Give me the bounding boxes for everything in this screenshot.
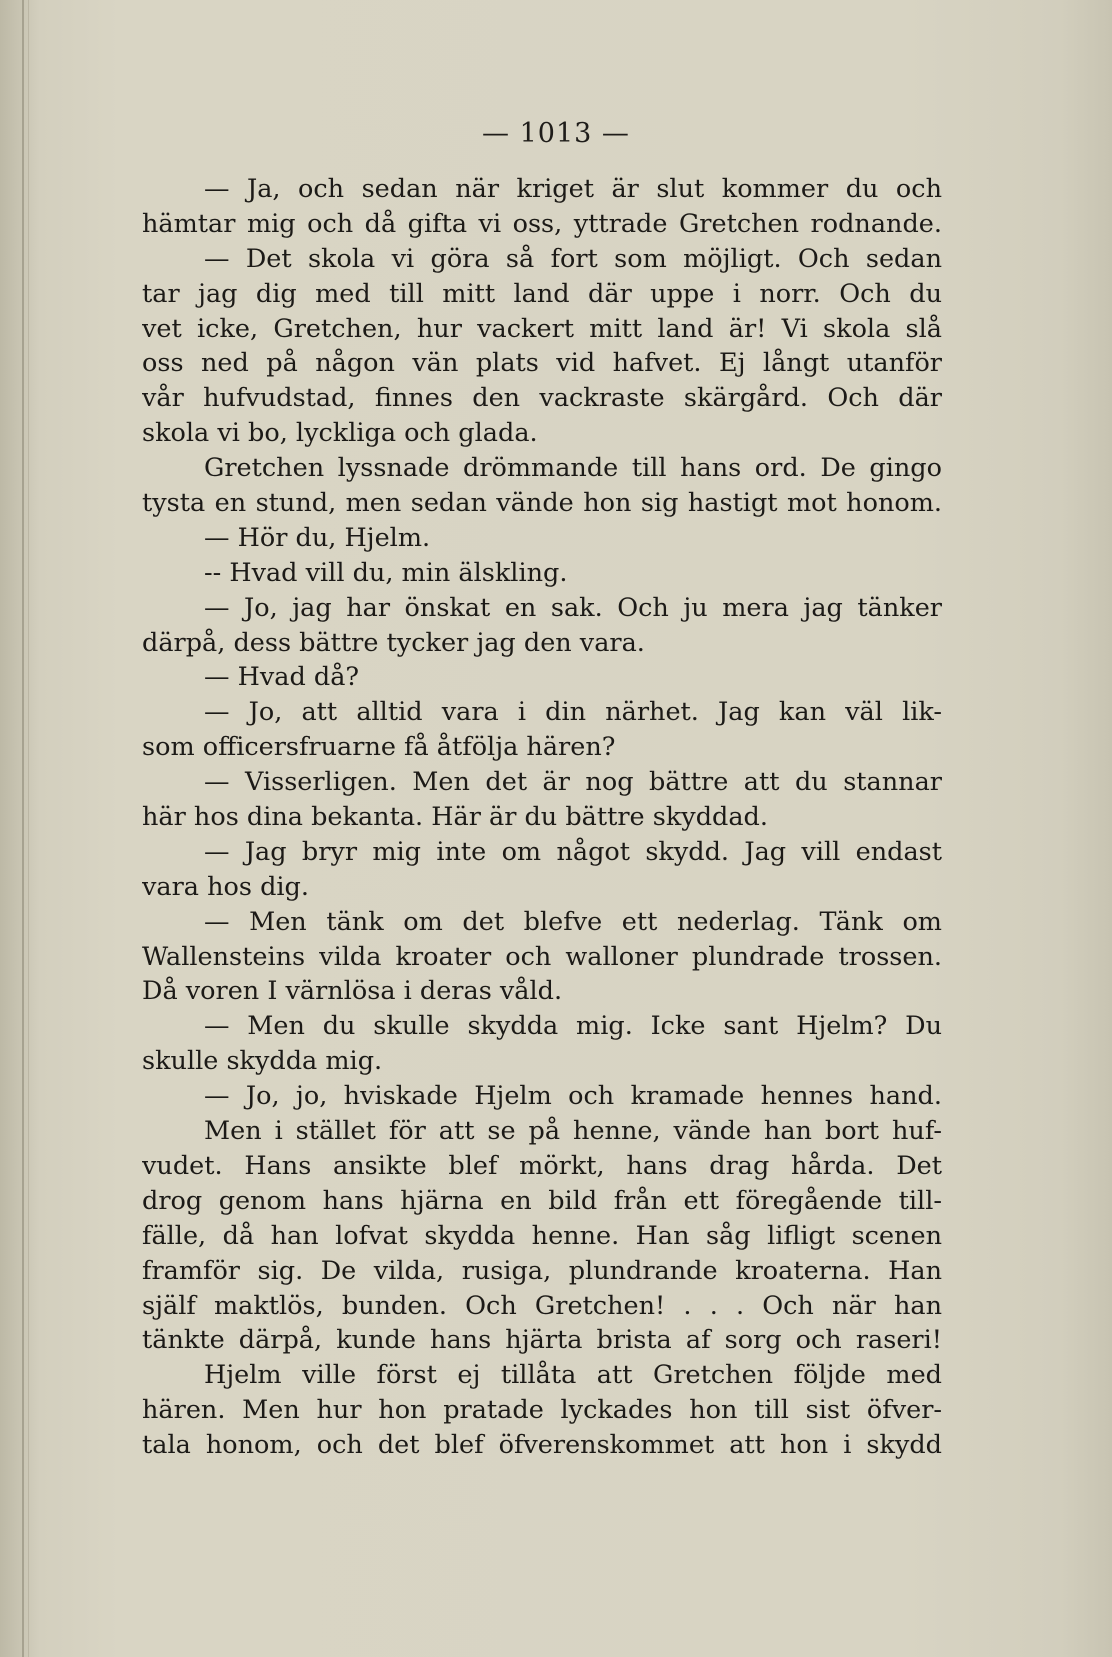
text-line: framför sig. De vilda, rusiga, plundrande kroaterna. Han	[142, 1255, 942, 1286]
text-line: — Men tänk om det blefve ett nederlag. Tänk om	[204, 906, 942, 937]
text-line: fälle, då han lofvat skydda henne. Han såg lifligt scenen	[142, 1220, 942, 1251]
text-line: hämtar mig och då gifta vi oss, yttrade Gretchen rodnande.	[142, 208, 942, 239]
binding-gutter-line	[22, 0, 24, 1657]
text-line: tysta en stund, men sedan vände hon sig hastigt mot honom.	[142, 488, 942, 519]
text-line: vudet. Hans ansikte blef mörkt, hans drag hårda. Det	[142, 1150, 942, 1181]
text-line: tänkte därpå, kunde hans hjärta brista af sorg och raseri!	[142, 1325, 942, 1356]
text-line: vår hufvudstad, finnes den vackraste skärgård. Och där	[142, 383, 942, 414]
text-line: hären. Men hur hon pratade lyckades hon till sist öfver-	[142, 1395, 942, 1426]
text-line: — Jo, jo, hviskade Hjelm och kramade hennes hand.	[204, 1081, 942, 1112]
text-line: tala honom, och det blef öfverenskommet att hon i skydd	[142, 1430, 942, 1461]
page-number: — 1013 —	[482, 118, 630, 149]
text-line: själf maktlös, bunden. Och Gretchen! . . . Och när han	[142, 1290, 942, 1321]
text-line: här hos dina bekanta. Här är du bättre skyddad.	[142, 802, 768, 833]
body-text	[142, 172, 942, 1463]
text-line: — Hvad då?	[204, 662, 360, 693]
text-line: — Visserligen. Men det är nog bättre att du stannar	[204, 767, 942, 798]
text-line: Då voren I värnlösa i deras våld.	[142, 976, 563, 1007]
binding-gutter-shadow	[28, 0, 29, 1657]
text-line: oss ned på någon vän plats vid hafvet. Ej långt utanför	[142, 348, 942, 379]
text-line: — Jo, jag har önskat en sak. Och ju mera jag tänker	[204, 592, 942, 623]
text-line: skulle skydda mig.	[142, 1046, 383, 1077]
text-line: — Ja, och sedan när kriget är slut kommer du och	[204, 174, 942, 204]
text-line: — Men du skulle skydda mig. Icke sant Hjelm? Du	[204, 1011, 942, 1042]
text-line: som officersfruarne få åtfölja hären?	[142, 732, 616, 763]
text-line: Wallensteins vilda kroater och walloner plundrade trossen.	[142, 941, 942, 972]
text-line: vet icke, Gretchen, hur vackert mitt land är! Vi skola slå	[142, 313, 942, 344]
text-line: Hjelm ville först ej tillåta att Gretchen följde med	[204, 1360, 942, 1391]
text-line: Men i stället för att se på henne, vände han bort huf-	[204, 1116, 942, 1147]
text-line: — Det skola vi göra så fort som möjligt. Och sedan	[204, 243, 942, 274]
text-line: drog genom hans hjärna en bild från ett föregående till-	[142, 1185, 942, 1216]
text-line: — Jag bryr mig inte om något skydd. Jag vill endast	[204, 836, 942, 867]
text-line: — Jo, att alltid vara i din närhet. Jag kan väl lik-	[204, 697, 942, 728]
text-line: därpå, dess bättre tycker jag den vara.	[142, 627, 645, 658]
text-line: skola vi bo, lyckliga och glada.	[142, 418, 538, 449]
text-line: Gretchen lyssnade drömmande till hans ord. De gingo	[204, 453, 942, 484]
text-line: -- Hvad vill du, min älskling.	[204, 557, 568, 588]
text-line: — Hör du, Hjelm.	[204, 522, 431, 553]
text-line: tar jag dig med till mitt land där uppe i norr. Och du	[142, 278, 942, 309]
text-line: vara hos dig.	[142, 871, 309, 902]
